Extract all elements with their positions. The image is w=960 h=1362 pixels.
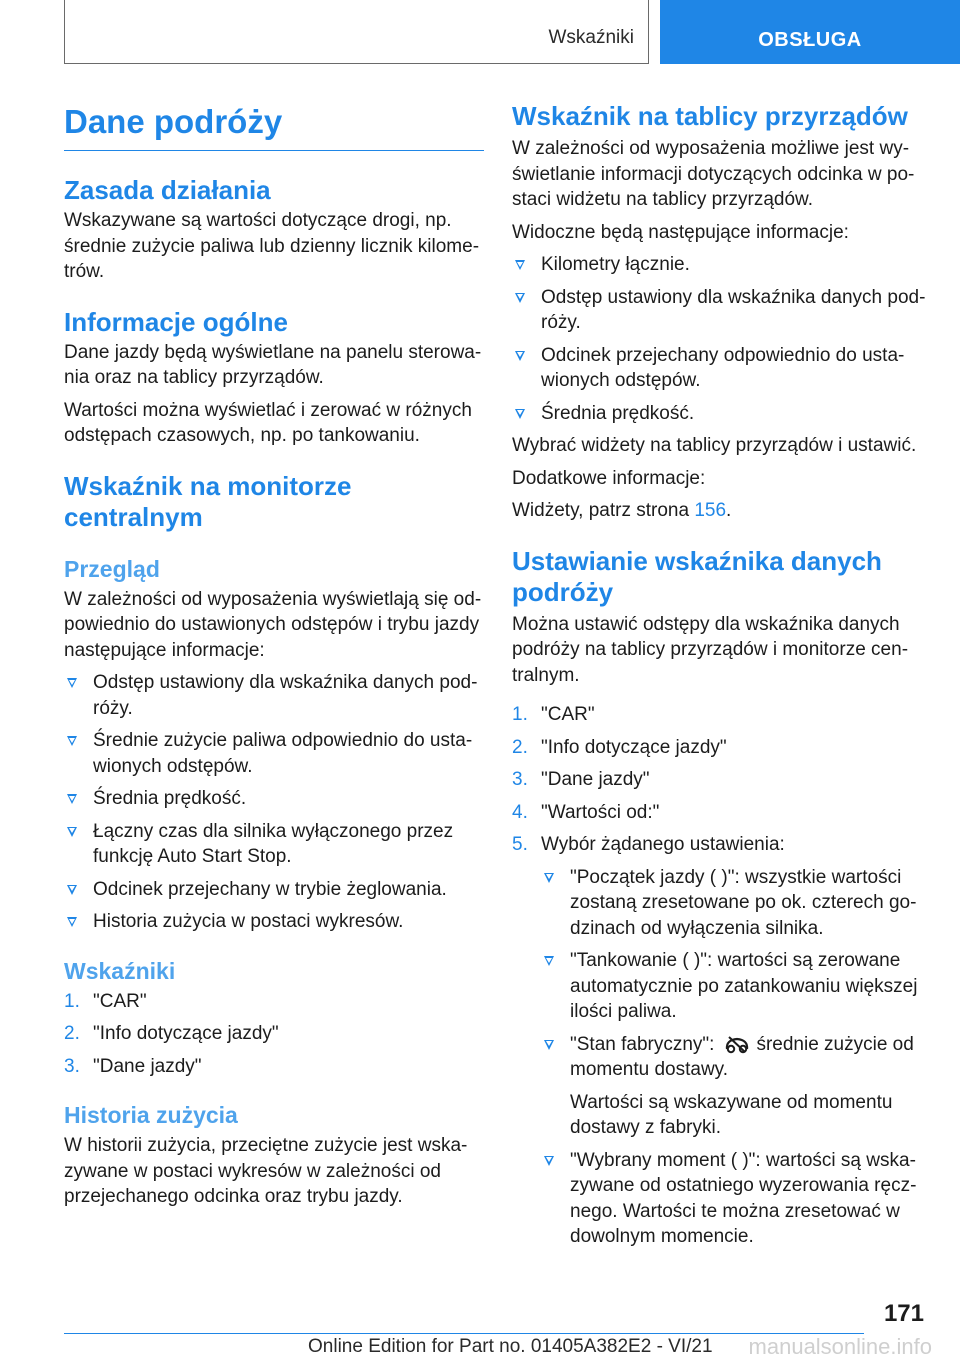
step-text: "Info dotyczące jazdy" — [93, 1023, 279, 1044]
wskazniki-steps — [64, 989, 484, 1080]
heading-zasada: Zasada działania — [64, 175, 271, 205]
step-text: Wybór żądanego ustawienia: — [541, 834, 785, 855]
list-item — [512, 401, 932, 427]
page-header — [0, 0, 960, 66]
option-text: "Wybrany moment ( )": wartości są wskazywane od ostatniego wyzerowania ręcznego. Wartości te można zresetować w dowolnym momencie. — [570, 1149, 917, 1247]
list-item-text: Średnia prędkość. — [541, 402, 695, 424]
title-rule — [64, 98, 484, 151]
step-text: "CAR" — [93, 990, 147, 1012]
header-section-box — [64, 0, 649, 64]
page-footer — [0, 1290, 960, 1362]
list-item — [512, 252, 932, 278]
triangle-bullet-icon — [544, 873, 554, 883]
option-text: "Tankowanie ( )": wartości są zerowane automatycznie po zatankowaniu większej ilości paliwa. — [570, 950, 918, 1022]
cross-ref-text: Widżety, patrz strona — [512, 500, 695, 521]
step-text: "Dane jazdy" — [93, 1055, 202, 1077]
heading-ustawianie: Ustawianie wskaźnika danych podróży — [512, 545, 882, 607]
header-chapter-label: OBSŁUGA — [758, 29, 862, 51]
footer-rule — [64, 1333, 864, 1334]
historia-text: W historii zużycia, przeciętne zużycie jest wskazywane w postaci wykresów w zależności od przejechanego odcinka oraz trybu jazdy. — [64, 1135, 468, 1207]
step-item — [512, 735, 932, 761]
triangle-bullet-icon — [67, 885, 77, 895]
triangle-bullet-icon — [67, 678, 77, 688]
heading-monitor: Wskaźnik na monitorze centralnym — [64, 470, 352, 532]
triangle-bullet-icon — [67, 827, 77, 837]
header-section-title: Wskaźniki — [548, 27, 634, 48]
option-wybrany — [541, 1148, 932, 1250]
triangle-bullet-icon — [515, 293, 525, 303]
list-item — [64, 670, 484, 721]
step-item — [64, 989, 484, 1015]
triangle-bullet-icon — [515, 351, 525, 361]
step-item — [64, 1021, 484, 1047]
left-column — [64, 98, 484, 1217]
page-title: Dane podróży — [64, 103, 283, 140]
tablica-p2: Widoczne będą następujące informacje: — [512, 221, 849, 243]
cross-ref-suffix: . — [726, 500, 732, 521]
step-item — [512, 767, 932, 793]
heading-historia: Historia zużycia — [64, 1102, 238, 1128]
option-poczatek — [541, 865, 932, 942]
page-link-156[interactable]: 156 — [694, 500, 727, 521]
heading-tablica: Wskaźnik na tablicy przyrządów — [512, 101, 908, 131]
step-number: 3. — [64, 1055, 80, 1077]
step-item — [512, 800, 932, 826]
step-text: "Info dotyczące jazdy" — [541, 736, 727, 758]
triangle-bullet-icon — [515, 260, 525, 270]
triangle-bullet-icon — [544, 956, 554, 966]
factory-wheel-icon — [724, 1034, 750, 1054]
list-item — [512, 343, 932, 394]
page-number: 171 — [883, 1300, 924, 1327]
list-item-text: Historia zużycia w postaci wykresów. — [93, 911, 404, 932]
informacje-p1: Dane jazdy będą wyświetlane na panelu sterowania oraz na tablicy przyrządów. — [64, 341, 482, 388]
option-tankowanie — [541, 948, 932, 1025]
heading-przeglad: Przegląd — [64, 555, 160, 582]
informacje-p2: Wartości można wyświetlać i zerować w różnych odstępach czasowych, np. po tankowaniu. — [64, 399, 472, 446]
tablica-list — [512, 252, 932, 426]
list-item — [512, 285, 932, 336]
list-item-text: Odstęp ustawiony dla wskaźnika danych podróży. — [541, 286, 926, 333]
step-text: "Wartości od:" — [541, 801, 660, 823]
step-number: 3. — [512, 769, 528, 790]
step-item — [64, 1054, 484, 1080]
header-chapter-tab — [660, 0, 960, 64]
tablica-p1: W zależności od wyposażenia możliwe jest wyświetlanie informacji dotyczących odcinka w postaci widżetu na tablicy przyrządów. — [512, 138, 915, 210]
watermark-text: manualsonline.info — [748, 1334, 932, 1359]
przeglad-list — [64, 670, 484, 935]
step-item — [512, 832, 932, 1250]
option-text-suffix: średnie zużycie od momentu dostawy. — [570, 1033, 914, 1080]
triangle-bullet-icon — [544, 1040, 554, 1050]
list-item — [64, 877, 484, 903]
edition-text: Online Edition for Part no. 01405A382E2 - VI/21 — [308, 1336, 713, 1357]
list-item-text: Kilometry łącznie. — [541, 254, 690, 275]
step-number: 1. — [64, 990, 80, 1012]
option-text: "Stan fabryczny": — [570, 1033, 715, 1055]
triangle-bullet-icon — [67, 794, 77, 804]
ustawianie-steps — [512, 702, 932, 1250]
list-item-text: Odstęp ustawiony dla wskaźnika danych podróży. — [93, 672, 478, 719]
step-text: "Dane jazdy" — [541, 769, 650, 790]
przeglad-intro: W zależności od wyposażenia wyświetlają się odpowiednio do ustawionych odstępów i trybu jazdy następujące informacje: — [64, 588, 482, 661]
step-item — [512, 702, 932, 728]
step-number: 5. — [512, 834, 528, 855]
list-item — [64, 819, 484, 870]
step-number: 2. — [64, 1023, 80, 1044]
triangle-bullet-icon — [544, 1156, 554, 1166]
option-text: "Początek jazdy ( )": wszystkie wartości zostaną zresetowane po ok. czterech godzinach od wyłączenia silnika. — [570, 866, 917, 939]
step-number: 1. — [512, 704, 528, 725]
list-item — [64, 728, 484, 779]
list-item-text: Odcinek przejechany odpowiednio do ustawionych odstępów. — [541, 344, 905, 391]
right-column — [512, 101, 932, 1257]
tablica-p3: Wybrać widżety na tablicy przyrządów i ustawić. — [512, 435, 917, 456]
step-number: 4. — [512, 801, 528, 823]
triangle-bullet-icon — [67, 736, 77, 746]
settings-options-list — [541, 865, 932, 1250]
fabryczny-note: Wartości są wskazywane od momentu dostawy z fabryki. — [570, 1091, 893, 1138]
list-item-text: Łączny czas dla silnika wyłączonego przez funkcję Auto Start Stop. — [93, 820, 454, 867]
step-number: 2. — [512, 736, 528, 758]
step-text: "CAR" — [541, 704, 595, 725]
heading-informacje: Informacje ogólne — [64, 306, 288, 337]
list-item-text: Odcinek przejechany w trybie żeglowania. — [93, 878, 447, 900]
ustawianie-intro: Można ustawić odstępy dla wskaźnika danych podróży na tablicy przyrządów i monitorze centralnym. — [512, 613, 909, 686]
triangle-bullet-icon — [515, 409, 525, 419]
tablica-p5 — [512, 498, 932, 524]
triangle-bullet-icon — [67, 917, 77, 927]
list-item — [64, 786, 484, 812]
zasada-text: Wskazywane są wartości dotyczące drogi, np. średnie zużycie paliwa lub dzienny licznik kilometrów. — [64, 210, 480, 282]
heading-wskazniki: Wskaźniki — [64, 957, 176, 984]
list-item-text: Średnie zużycie paliwa odpowiednio do ustawionych odstępów. — [93, 730, 473, 777]
list-item-text: Średnia prędkość. — [93, 788, 247, 809]
tablica-p4: Dodatkowe informacje: — [512, 467, 706, 489]
option-fabryczny — [541, 1032, 932, 1141]
list-item — [64, 909, 484, 935]
